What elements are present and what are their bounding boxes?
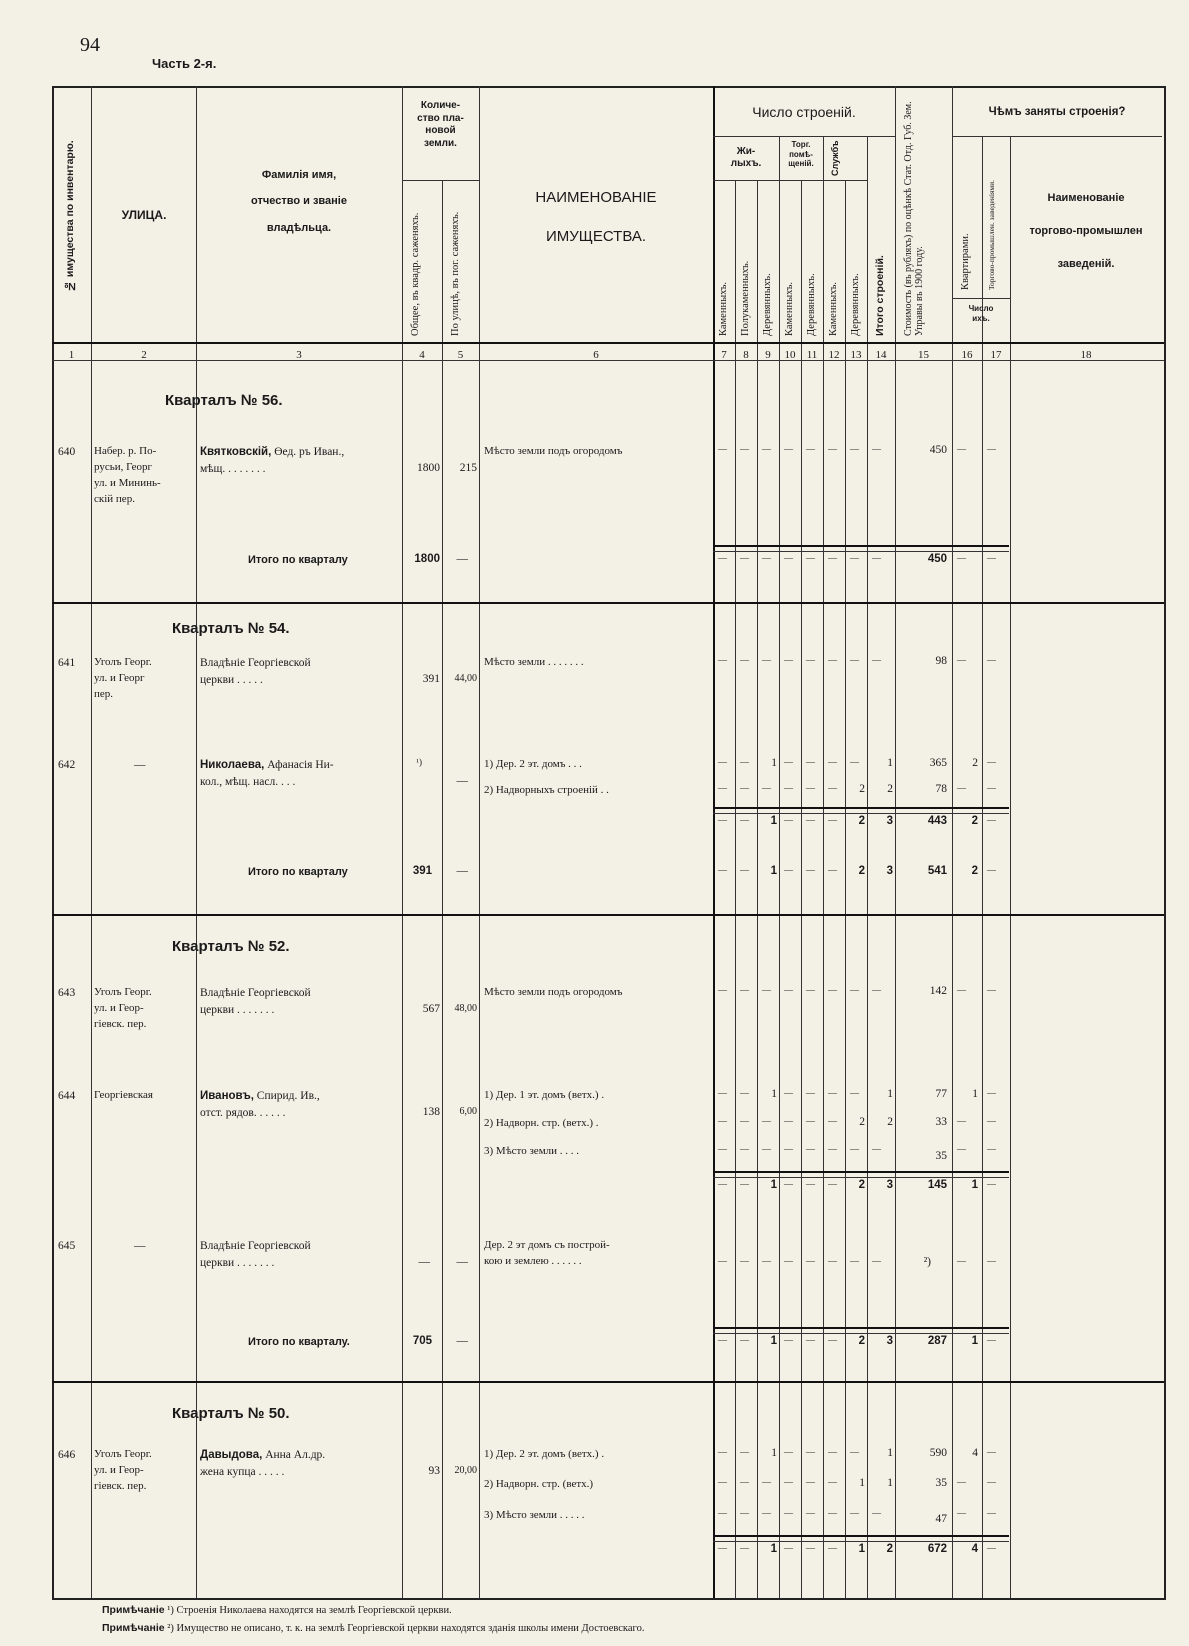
empty-dash: —	[784, 1256, 793, 1266]
subtotal-c9: 1	[770, 815, 777, 827]
empty-dash: —	[740, 783, 749, 793]
empty-dash: —	[828, 1179, 837, 1189]
empty-dash: —	[850, 1508, 859, 1518]
street: —	[134, 1240, 146, 1252]
empty-dash: —	[828, 1508, 837, 1518]
street: —	[134, 759, 146, 771]
empty-dash: —	[762, 1116, 771, 1126]
empty-dash: —	[784, 553, 793, 563]
empty-dash: —	[828, 655, 837, 665]
empty-dash: —	[718, 1508, 727, 1518]
empty-dash: —	[828, 1543, 837, 1553]
empty-dash: —	[784, 865, 793, 875]
subtotal-c14: 2	[886, 1543, 893, 1555]
empty-dash: —	[718, 1144, 727, 1154]
empty-dash: —	[806, 444, 815, 454]
header-col3: Фамилія имя, отчество и званіе владѣльца.	[251, 169, 347, 234]
c16: 4	[972, 1447, 978, 1459]
value: 33	[935, 1116, 947, 1128]
quarter-total-value: 287	[927, 1335, 947, 1347]
empty-dash: —	[957, 1256, 966, 1266]
empty-dash: —	[806, 1144, 815, 1154]
empty-dash: —	[740, 1256, 749, 1266]
empty-dash: —	[806, 1088, 815, 1098]
empty-dash: —	[784, 783, 793, 793]
c13: 1	[859, 1477, 865, 1489]
quarter-total-c13: 2	[858, 865, 865, 877]
empty-dash: —	[987, 1335, 996, 1345]
header-residential: Жи- лыхъ.	[730, 146, 762, 169]
owner: Владѣніе Георгіевской церкви . . . . . . .	[200, 987, 311, 1016]
empty-dash: —	[806, 1508, 815, 1518]
empty-dash: —	[987, 1256, 996, 1266]
empty-dash: —	[828, 865, 837, 875]
quarter-total-area: 1800	[414, 553, 440, 565]
empty-dash: —	[806, 783, 815, 793]
empty-dash: —	[850, 444, 859, 454]
empty-dash: —	[784, 1543, 793, 1553]
empty-dash: —	[828, 1447, 837, 1457]
quarter-total-c14: 3	[886, 1335, 893, 1347]
quarter-total-frontage: —	[456, 1335, 468, 1347]
subtotal-c13: 2	[858, 815, 865, 827]
street: Уголъ Георг. ул. и Геор- гіевск. пер.	[94, 1448, 152, 1492]
area: 138	[422, 1106, 440, 1118]
empty-dash: —	[828, 444, 837, 454]
header-c18: Наименованіе торгово-промышлен заведеній.	[1029, 192, 1143, 270]
empty-dash: —	[828, 985, 837, 995]
empty-dash: —	[872, 1256, 881, 1266]
value: 35	[935, 1477, 947, 1489]
empty-dash: —	[872, 1508, 881, 1518]
empty-dash: —	[718, 1543, 727, 1553]
header-c16: Квартирами.	[960, 233, 971, 290]
empty-dash: —	[806, 1179, 815, 1189]
empty-dash: —	[718, 655, 727, 665]
empty-dash: —	[762, 655, 771, 665]
empty-dash: —	[718, 815, 727, 825]
empty-dash: —	[828, 1088, 837, 1098]
empty-dash: —	[718, 783, 727, 793]
quarter-total-c16: 1	[971, 1335, 978, 1347]
property: 3) Мѣсто земли . . . . .	[484, 1509, 585, 1521]
row-number: 641	[58, 657, 76, 669]
empty-dash: —	[740, 1477, 749, 1487]
header-trade: Торг. помѣ- щеній.	[788, 140, 814, 169]
frontage: —	[456, 1256, 468, 1268]
subtotal-c14: 3	[886, 815, 893, 827]
part-label: Часть 2-я.	[152, 56, 217, 71]
empty-dash: —	[784, 1179, 793, 1189]
owner: Николаева, Афанасія Ни- кол., мѣщ. насл. . . .	[200, 759, 334, 788]
footnote-1: Примѣчаніе ¹) Строенія Николаева находятся на землѣ Георгіевской церкви.	[102, 1604, 452, 1616]
empty-dash: —	[784, 1144, 793, 1154]
row-number: 644	[58, 1090, 76, 1102]
empty-dash: —	[740, 553, 749, 563]
empty-dash: —	[784, 1088, 793, 1098]
empty-dash: —	[762, 553, 771, 563]
empty-dash: —	[850, 655, 859, 665]
empty-dash: —	[828, 1335, 837, 1345]
empty-dash: —	[784, 1116, 793, 1126]
empty-dash: —	[740, 1144, 749, 1154]
empty-dash: —	[762, 985, 771, 995]
empty-dash: —	[872, 985, 881, 995]
empty-dash: —	[987, 815, 996, 825]
empty-dash: —	[718, 553, 727, 563]
empty-dash: —	[718, 1179, 727, 1189]
empty-dash: —	[762, 1508, 771, 1518]
c14: 1	[887, 1477, 893, 1489]
owner: Владѣніе Георгіевской церкви . . . . . . .	[200, 1240, 311, 1269]
empty-dash: —	[872, 444, 881, 454]
empty-dash: —	[784, 985, 793, 995]
street: Георгіевская	[94, 1089, 153, 1101]
quarter-total-c16: 2	[971, 865, 978, 877]
value: ²)	[923, 1256, 931, 1268]
empty-dash: —	[987, 1543, 996, 1553]
empty-dash: —	[987, 757, 996, 767]
empty-dash: —	[828, 1477, 837, 1487]
header-col6: НАИМЕНОВАНІЕ ИМУЩЕСТВА.	[535, 189, 657, 245]
subtotal-c16: 2	[971, 815, 978, 827]
empty-dash: —	[957, 1144, 966, 1154]
header-col1: № имущества по инвентарю.	[64, 140, 76, 292]
c14: 2	[887, 783, 893, 795]
empty-dash: —	[872, 553, 881, 563]
subtotal-c9: 1	[770, 1543, 777, 1555]
frontage: 6,00	[459, 1106, 477, 1117]
subtotal-value: 443	[927, 815, 947, 827]
subtotal-value: 672	[927, 1543, 947, 1555]
empty-dash: —	[850, 985, 859, 995]
empty-dash: —	[806, 1447, 815, 1457]
empty-dash: —	[987, 1477, 996, 1487]
street: Уголъ Георг. ул. и Геор- гіевск. пер.	[94, 986, 152, 1030]
property: 1) Дер. 2 эт. домъ (ветх.) .	[484, 1448, 605, 1460]
empty-dash: —	[987, 1144, 996, 1154]
header-c10: Каменныхъ.	[784, 281, 795, 336]
empty-dash: —	[828, 783, 837, 793]
empty-dash: —	[740, 865, 749, 875]
empty-dash: —	[806, 1335, 815, 1345]
quarter-total-value: 450	[927, 553, 947, 565]
empty-dash: —	[806, 1256, 815, 1266]
property: 3) Мѣсто земли . . . .	[484, 1145, 580, 1157]
footnote-2: Примѣчаніе ²) Имущество не описано, т. к. на землѣ Георгіевской церкви находятся зданія школы имени Достоевскаго.	[102, 1622, 645, 1634]
street: Уголъ Георг. ул. и Георг пер.	[94, 656, 152, 700]
empty-dash: —	[762, 1256, 771, 1266]
header-c7: Каменныхъ.	[718, 281, 729, 336]
frontage: 215	[459, 462, 477, 474]
subtotal-c13: 1	[858, 1543, 865, 1555]
owner: Квятковскій, Өед. ръ Иван., мѣщ. . . . . . . .	[200, 446, 345, 475]
quarter-title: Кварталъ № 56.	[165, 392, 283, 409]
empty-dash: —	[828, 1256, 837, 1266]
c9: 1	[771, 757, 777, 769]
street: Набер. р. По- русьи, Георг ул. и Мининь- скій пер.	[94, 445, 161, 505]
frontage: 48,00	[454, 1003, 477, 1014]
empty-dash: —	[987, 1088, 996, 1098]
subtotal-c9: 1	[770, 1179, 777, 1191]
header-c15: Стоимость (въ рубляхъ) по оцѣнкѣ Стат. Отд. Губ. Зем. Управы въ 1900 году.	[903, 101, 925, 336]
empty-dash: —	[828, 553, 837, 563]
quarter-total-area: 705	[412, 1335, 432, 1347]
empty-dash: —	[718, 1116, 727, 1126]
empty-dash: —	[740, 655, 749, 665]
empty-dash: —	[987, 1508, 996, 1518]
subtotal-c16: 4	[971, 1543, 978, 1555]
frontage: 44,00	[454, 673, 477, 684]
empty-dash: —	[784, 444, 793, 454]
empty-dash: —	[806, 757, 815, 767]
quarter-title: Кварталъ № 52.	[172, 938, 290, 955]
header-c13: Деревянныхъ.	[850, 273, 861, 336]
empty-dash: —	[872, 1144, 881, 1154]
empty-dash: —	[828, 757, 837, 767]
quarter-total-label: Итого по кварталу	[248, 554, 348, 566]
owner: Владѣніе Георгіевской церкви . . . . .	[200, 657, 311, 686]
row-number: 645	[58, 1240, 76, 1252]
quarter-title: Кварталъ № 54.	[172, 620, 290, 637]
value: 77	[935, 1088, 947, 1100]
subtotal-c14: 3	[886, 1179, 893, 1191]
empty-dash: —	[762, 444, 771, 454]
property: 2) Надворныхъ строеній . .	[484, 784, 609, 796]
subtotal-c13: 2	[858, 1179, 865, 1191]
value: 78	[935, 783, 947, 795]
property: 1) Дер. 1 эт. домъ (ветх.) .	[484, 1089, 605, 1101]
subtotal-c16: 1	[971, 1179, 978, 1191]
empty-dash: —	[850, 1256, 859, 1266]
empty-dash: —	[828, 1144, 837, 1154]
empty-dash: —	[718, 1477, 727, 1487]
empty-dash: —	[987, 1447, 996, 1457]
subtotal-value: 145	[927, 1179, 947, 1191]
empty-dash: —	[740, 1335, 749, 1345]
value: 98	[935, 655, 947, 667]
header-buildings-group: Число строеній.	[752, 104, 856, 120]
header-col5: По улицѣ, въ пог. саженяхъ.	[450, 211, 461, 336]
value: 365	[929, 757, 947, 769]
empty-dash: —	[987, 444, 996, 454]
empty-dash: —	[718, 865, 727, 875]
empty-dash: —	[784, 1335, 793, 1345]
empty-dash: —	[957, 1508, 966, 1518]
empty-dash: —	[806, 553, 815, 563]
quarter-total-label: Итого по кварталу.	[248, 1336, 350, 1348]
empty-dash: —	[762, 1144, 771, 1154]
empty-dash: —	[784, 1447, 793, 1457]
empty-dash: —	[850, 553, 859, 563]
property: Мѣсто земли подъ огородомъ	[484, 445, 623, 457]
empty-dash: —	[718, 1256, 727, 1266]
c14: 1	[887, 757, 893, 769]
empty-dash: —	[987, 985, 996, 995]
empty-dash: —	[740, 985, 749, 995]
value: 590	[929, 1447, 947, 1459]
empty-dash: —	[850, 1088, 859, 1098]
value: 142	[929, 985, 947, 997]
quarter-total-value: 541	[927, 865, 947, 877]
c13: 2	[859, 783, 865, 795]
header-land-group: Количе- ство пла- новой земли.	[417, 100, 464, 149]
empty-dash: —	[784, 1508, 793, 1518]
empty-dash: —	[718, 444, 727, 454]
c13: 2	[859, 1116, 865, 1128]
header-c14: Итого строеній.	[874, 255, 886, 336]
area: —	[418, 1256, 430, 1268]
property: 1) Дер. 2 эт. домъ . . .	[484, 758, 582, 770]
row-number: 640	[58, 446, 76, 458]
empty-dash: —	[957, 1116, 966, 1126]
area: ¹)	[416, 757, 422, 767]
row-number: 646	[58, 1449, 76, 1461]
empty-dash: —	[718, 757, 727, 767]
header-c11: Деревянныхъ.	[806, 273, 817, 336]
property: Мѣсто земли подъ огородомъ	[484, 986, 623, 998]
empty-dash: —	[718, 1447, 727, 1457]
empty-dash: —	[957, 655, 966, 665]
property: 2) Надворн. стр. (ветх.) .	[484, 1117, 599, 1129]
c16: 2	[972, 757, 978, 769]
property: Мѣсто земли . . . . . . .	[484, 656, 584, 668]
empty-dash: —	[740, 1116, 749, 1126]
empty-dash: —	[987, 783, 996, 793]
empty-dash: —	[957, 783, 966, 793]
header-c17: Торгово-промышлен. заведеніями.	[987, 179, 996, 290]
empty-dash: —	[806, 1116, 815, 1126]
quarter-total-frontage: —	[456, 865, 468, 877]
empty-dash: —	[762, 783, 771, 793]
value: 47	[935, 1513, 947, 1525]
quarter-total-c13: 2	[858, 1335, 865, 1347]
owner: Давыдова, Анна Ал.др. жена купца . . . . .	[200, 1449, 326, 1478]
empty-dash: —	[806, 985, 815, 995]
area: 567	[422, 1003, 440, 1015]
empty-dash: —	[762, 1477, 771, 1487]
empty-dash: —	[987, 553, 996, 563]
frontage: —	[456, 775, 468, 787]
empty-dash: —	[740, 1508, 749, 1518]
quarter-total-c9: 1	[770, 1335, 777, 1347]
empty-dash: —	[740, 1088, 749, 1098]
empty-dash: —	[957, 444, 966, 454]
empty-dash: —	[784, 655, 793, 665]
empty-dash: —	[740, 757, 749, 767]
empty-dash: —	[987, 1179, 996, 1189]
header-service: Службъ	[830, 140, 840, 176]
quarter-total-c14: 3	[886, 865, 893, 877]
area: 1800	[417, 462, 440, 474]
empty-dash: —	[740, 1179, 749, 1189]
area: 93	[428, 1465, 440, 1477]
empty-dash: —	[806, 1543, 815, 1553]
empty-dash: —	[957, 985, 966, 995]
empty-dash: —	[850, 757, 859, 767]
quarter-total-frontage: —	[456, 553, 468, 565]
empty-dash: —	[828, 1116, 837, 1126]
empty-dash: —	[850, 1447, 859, 1457]
page-number: 94	[80, 34, 100, 56]
empty-dash: —	[740, 444, 749, 454]
empty-dash: —	[718, 985, 727, 995]
empty-dash: —	[784, 757, 793, 767]
empty-dash: —	[987, 865, 996, 875]
empty-dash: —	[806, 1477, 815, 1487]
empty-dash: —	[718, 1335, 727, 1345]
header-c9: Деревянныхъ.	[762, 273, 773, 336]
c14: 2	[887, 1116, 893, 1128]
empty-dash: —	[784, 1477, 793, 1487]
empty-dash: —	[957, 1477, 966, 1487]
quarter-total-c9: 1	[770, 865, 777, 877]
c16: 1	[972, 1088, 978, 1100]
empty-dash: —	[806, 655, 815, 665]
row-number: 642	[58, 759, 76, 771]
area: 391	[422, 673, 440, 685]
c9: 1	[771, 1088, 777, 1100]
quarter-title: Кварталъ № 50.	[172, 1405, 290, 1422]
empty-dash: —	[987, 655, 996, 665]
header-c12: Каменныхъ.	[828, 281, 839, 336]
owner: Ивановъ, Спирид. Ив., отст. рядов. . . . . .	[200, 1090, 320, 1119]
header-c8: Полукаменныхъ.	[740, 260, 751, 336]
property: 2) Надворн. стр. (ветх.)	[484, 1478, 594, 1490]
c9: 1	[771, 1447, 777, 1459]
header-occupied-group: Чѣмъ заняты строенія?	[988, 106, 1126, 118]
empty-dash: —	[740, 1447, 749, 1457]
empty-dash: —	[740, 815, 749, 825]
empty-dash: —	[957, 553, 966, 563]
header-count-of: Число ихъ.	[968, 304, 994, 323]
empty-dash: —	[806, 865, 815, 875]
empty-dash: —	[740, 1543, 749, 1553]
empty-dash: —	[828, 815, 837, 825]
value: 35	[935, 1150, 947, 1162]
value: 450	[929, 444, 947, 456]
c14: 1	[887, 1088, 893, 1100]
empty-dash: —	[987, 1116, 996, 1126]
empty-dash: —	[872, 655, 881, 665]
c14: 1	[887, 1447, 893, 1459]
row-number: 643	[58, 987, 76, 999]
empty-dash: —	[850, 1144, 859, 1154]
header-col2: УЛИЦА.	[121, 208, 167, 222]
empty-dash: —	[806, 815, 815, 825]
frontage: 20,00	[454, 1465, 477, 1476]
header-col4: Общее, въ квадр. саженяхъ.	[410, 212, 421, 336]
empty-dash: —	[784, 815, 793, 825]
empty-dash: —	[718, 1088, 727, 1098]
property: Дер. 2 эт домъ съ построй- кою и землею . . . . . .	[484, 1239, 610, 1267]
quarter-total-area: 391	[412, 865, 432, 877]
quarter-total-label: Итого по кварталу	[248, 866, 348, 878]
